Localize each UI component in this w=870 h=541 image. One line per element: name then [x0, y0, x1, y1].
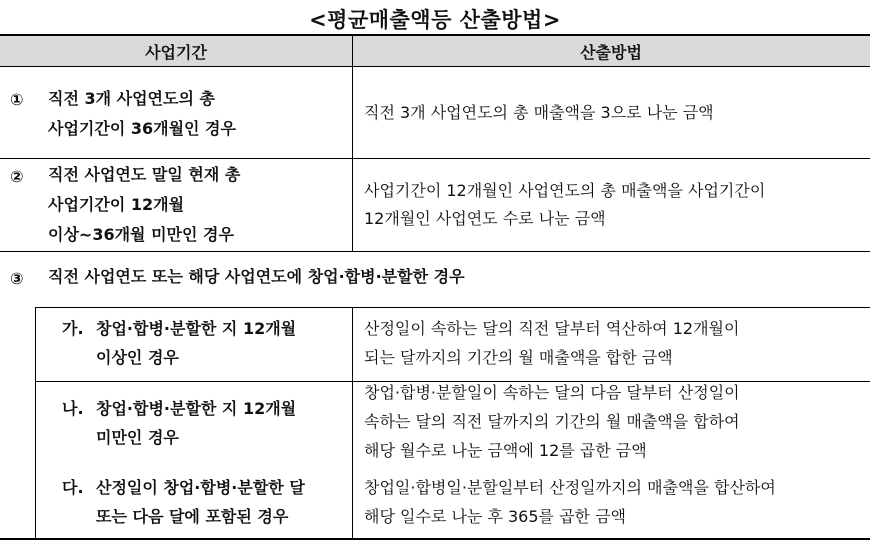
- row1-divider: [352, 67, 353, 159]
- header-col-period: 사업기간: [0, 34, 352, 67]
- subrow-na-method-line2: 속하는 달의 직전 달까지의 기간의 월 매출액을 합하여: [364, 412, 740, 431]
- subrow-ga-condition-line2: 이상인 경우: [96, 348, 179, 367]
- row2-number: ②: [10, 167, 24, 186]
- row2-method-line2: 12개월인 사업연도 수로 나눈 금액: [364, 209, 606, 228]
- row1-number: ①: [10, 90, 24, 109]
- subrow-na-method-line3: 해당 월수로 나눈 금액에 12를 곱한 금액: [364, 441, 647, 460]
- subrow-da-condition-line2: 또는 다음 달에 포함된 경우: [96, 507, 289, 526]
- subrow-na-condition-line2: 미만인 경우: [96, 428, 179, 447]
- subrow-ga-method-line1: 산정일이 속하는 달의 직전 달부터 역산하여 12개월이: [364, 319, 740, 338]
- row3-number: ③: [10, 269, 24, 288]
- subrow-da-method-line1: 창업일·합병일·분할일부터 산정일까지의 매출액을 합산하여: [364, 478, 776, 497]
- row1-condition-line1: 직전 3개 사업연도의 총: [48, 89, 215, 108]
- subrow-na-method-line1: 창업·합병·분할일이 속하는 달의 다음 달부터 산정일이: [364, 383, 740, 402]
- page-title: <평균매출액등 산출방법>: [309, 8, 561, 32]
- header-col-method: 산출방법: [352, 34, 870, 67]
- table-bottom-border: [0, 538, 870, 540]
- subrow-ga-method-line2: 되는 달까지의 기간의 월 매출액을 합한 금액: [364, 348, 673, 367]
- row2-condition-line2: 사업기간이 12개월: [48, 195, 185, 214]
- row1-method: 직전 3개 사업연도의 총 매출액을 3으로 나눈 금액: [364, 103, 714, 122]
- row2-method-line1: 사업기간이 12개월인 사업연도의 총 매출액을 사업기간이: [364, 181, 766, 200]
- subrow-da-method-line2: 해당 일수로 나눈 후 365를 곱한 금액: [364, 507, 626, 526]
- row1-condition-line2: 사업기간이 36개월인 경우: [48, 119, 236, 138]
- row1-bottom-border: [0, 158, 870, 159]
- subrow-ga-mark: 가.: [62, 319, 84, 338]
- subrow-da-condition-line1: 산정일이 창업·합병·분할한 달: [96, 478, 305, 497]
- subrow-na-mark: 나.: [62, 399, 84, 418]
- row2-divider: [352, 159, 353, 252]
- subrow-ga-condition-line1: 창업·합병·분할한 지 12개월: [96, 319, 297, 338]
- subtable-divider: [352, 307, 353, 539]
- row2-condition-line3: 이상~36개월 미만인 경우: [48, 225, 234, 244]
- subrow-na-condition-line1: 창업·합병·분할한 지 12개월: [96, 399, 297, 418]
- row3-condition: 직전 사업연도 또는 해당 사업연도에 창업·합병·분할한 경우: [48, 267, 465, 286]
- row2-bottom-border: [0, 251, 870, 252]
- header-divider: [352, 36, 353, 67]
- subtable-left-border: [35, 307, 36, 539]
- row2-condition-line1: 직전 사업연도 말일 현재 총: [48, 165, 241, 184]
- subtable-top-border: [35, 307, 870, 308]
- subrow-da-mark: 다.: [62, 478, 84, 497]
